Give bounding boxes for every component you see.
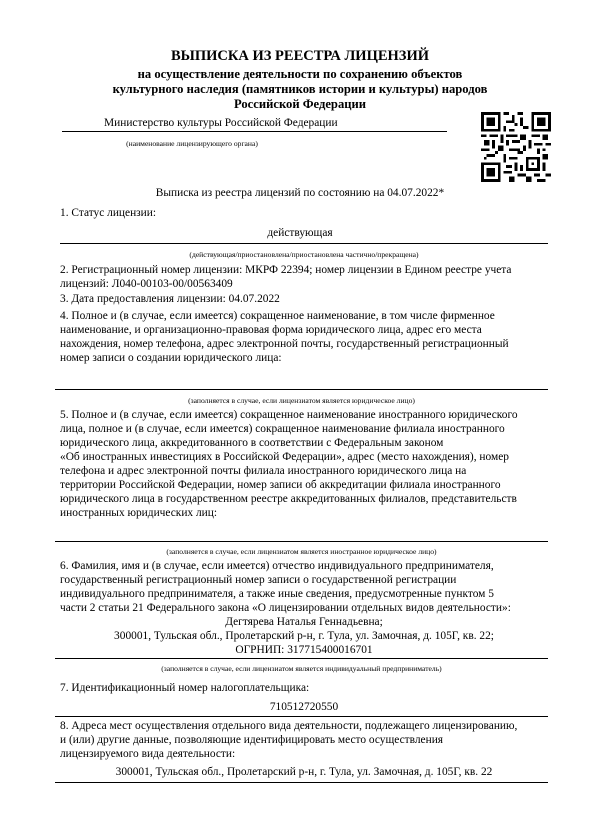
item5-underline (55, 541, 548, 542)
item6-underline (55, 658, 548, 659)
item1-underline (60, 243, 548, 244)
item8-line3: лицензируемого вида деятельности: (60, 748, 236, 760)
item5-line7: юридического лица в государственном реестре аккредитованных филиалов, представительств (60, 493, 517, 505)
item5-line2: лица, полное и (в случае, если имеется) сокращенное наименование филиала иностранного (60, 423, 505, 435)
taxpayer-id-value: 710512720550 (269, 701, 339, 713)
item8-line2: и (или) другие данные, позволяющие идентифицировать место осуществления (60, 734, 444, 746)
item4-line3: нахождения, номер телефона, адрес электронной почты, государственный регистрационный (60, 338, 509, 350)
item7-underline (55, 716, 548, 717)
item3-date: 3. Дата предоставления лицензии: 04.07.2022 (60, 293, 280, 305)
item4-caption: (заполняется в случае, если лицензиатом является юридическое лицо) (188, 396, 415, 405)
item6-line2: государственный регистрационный номер записи о государственной регистрации (60, 574, 457, 586)
item6-line4: части 2 статьи 21 Федерального закона «О лицензировании отдельных видов деятельности»: (60, 602, 511, 614)
document-subtitle-1: на осуществление деятельности по сохранению объектов (137, 67, 463, 81)
item5-line3: юридического лица, аккредитованного в соответствии с Федеральным законом (60, 437, 444, 449)
item5-line4: «Об иностранных инвестициях в Российской Федерации», адрес (место нахождения), номер (60, 451, 509, 463)
item4-line2: наименование, и организационно-правовая форма юридического лица, адрес его места (60, 324, 482, 336)
activity-address: 300001, Тульская обл., Пролетарский р-н, г. Тула, ул. Замочная, д. 105Г, кв. 22 (115, 766, 493, 778)
entrepreneur-ogrnip: ОГРНИП: 317715400016701 (235, 644, 373, 656)
entrepreneur-address: 300001, Тульская обл., Пролетарский р-н, г. Тула, ул. Замочная, д. 105Г, кв. 22; (114, 630, 494, 642)
item8-line1: 8. Адреса мест осуществления отдельного вида деятельности, подлежащего лицензированию, (60, 720, 518, 732)
item2-line2: лицензий: Л040-00103-00/00563409 (60, 278, 233, 290)
licensing-authority-caption: (наименование лицензирующего органа) (126, 139, 258, 148)
extract-date-line: Выписка из реестра лицензий по состоянию на 04.07.2022* (155, 187, 445, 199)
item4-line1: 4. Полное и (в случае, если имеется) сокращенное наименование, в том числе фирменное (60, 310, 495, 322)
license-status-value: действующая (267, 227, 333, 239)
item4-line4: номер записи о создании юридического лица: (60, 352, 282, 364)
item6-caption: (заполняется в случае, если лицензиатом является индивидуальный предприниматель) (161, 664, 442, 673)
item1-caption: (действующая/приостановлена/приостановлена частично/прекращена) (189, 250, 419, 259)
item6-line3: индивидуального предпринимателя, а также иные сведения, предусмотренные пунктом 5 (60, 588, 494, 600)
item4-underline (55, 389, 548, 390)
qr-code (481, 112, 551, 182)
item5-line1: 5. Полное и (в случае, если имеется) сокращенное наименование иностранного юридического (60, 409, 518, 421)
authority-underline (62, 131, 447, 132)
item5-line6: территории Российской Федерации, номер записи об аккредитации филиала иностранного (60, 479, 501, 491)
item5-line8: иностранных юридических лиц: (60, 507, 218, 519)
item5-line5: телефона и адрес электронной почты филиала иностранного юридического лица на (60, 465, 467, 477)
document-subtitle-2: культурного наследия (памятников истории и культуры) народов (112, 82, 488, 96)
licensing-authority-name: Министерство культуры Российской Федерации (104, 117, 338, 129)
item2-line1: 2. Регистрационный номер лицензии: МКРФ 22394; номер лицензии в Едином реестре учета (60, 264, 512, 276)
item6-line1: 6. Фамилия, имя и (в случае, если имеется) отчество индивидуального предпринимателя, (60, 560, 494, 572)
document-title: ВЫПИСКА ИЗ РЕЕСТРА ЛИЦЕНЗИЙ (170, 48, 430, 64)
item8-underline (55, 782, 548, 783)
item1-label: 1. Статус лицензии: (60, 207, 157, 219)
document-subtitle-3: Российской Федерации (233, 97, 367, 111)
item5-caption: (заполняется в случае, если лицензиатом является иностранное юридическое лицо) (166, 547, 437, 556)
entrepreneur-name: Дегтярева Наталья Геннадьевна; (225, 616, 383, 628)
item7-label: 7. Идентификационный номер налогоплательщика: (60, 682, 310, 694)
